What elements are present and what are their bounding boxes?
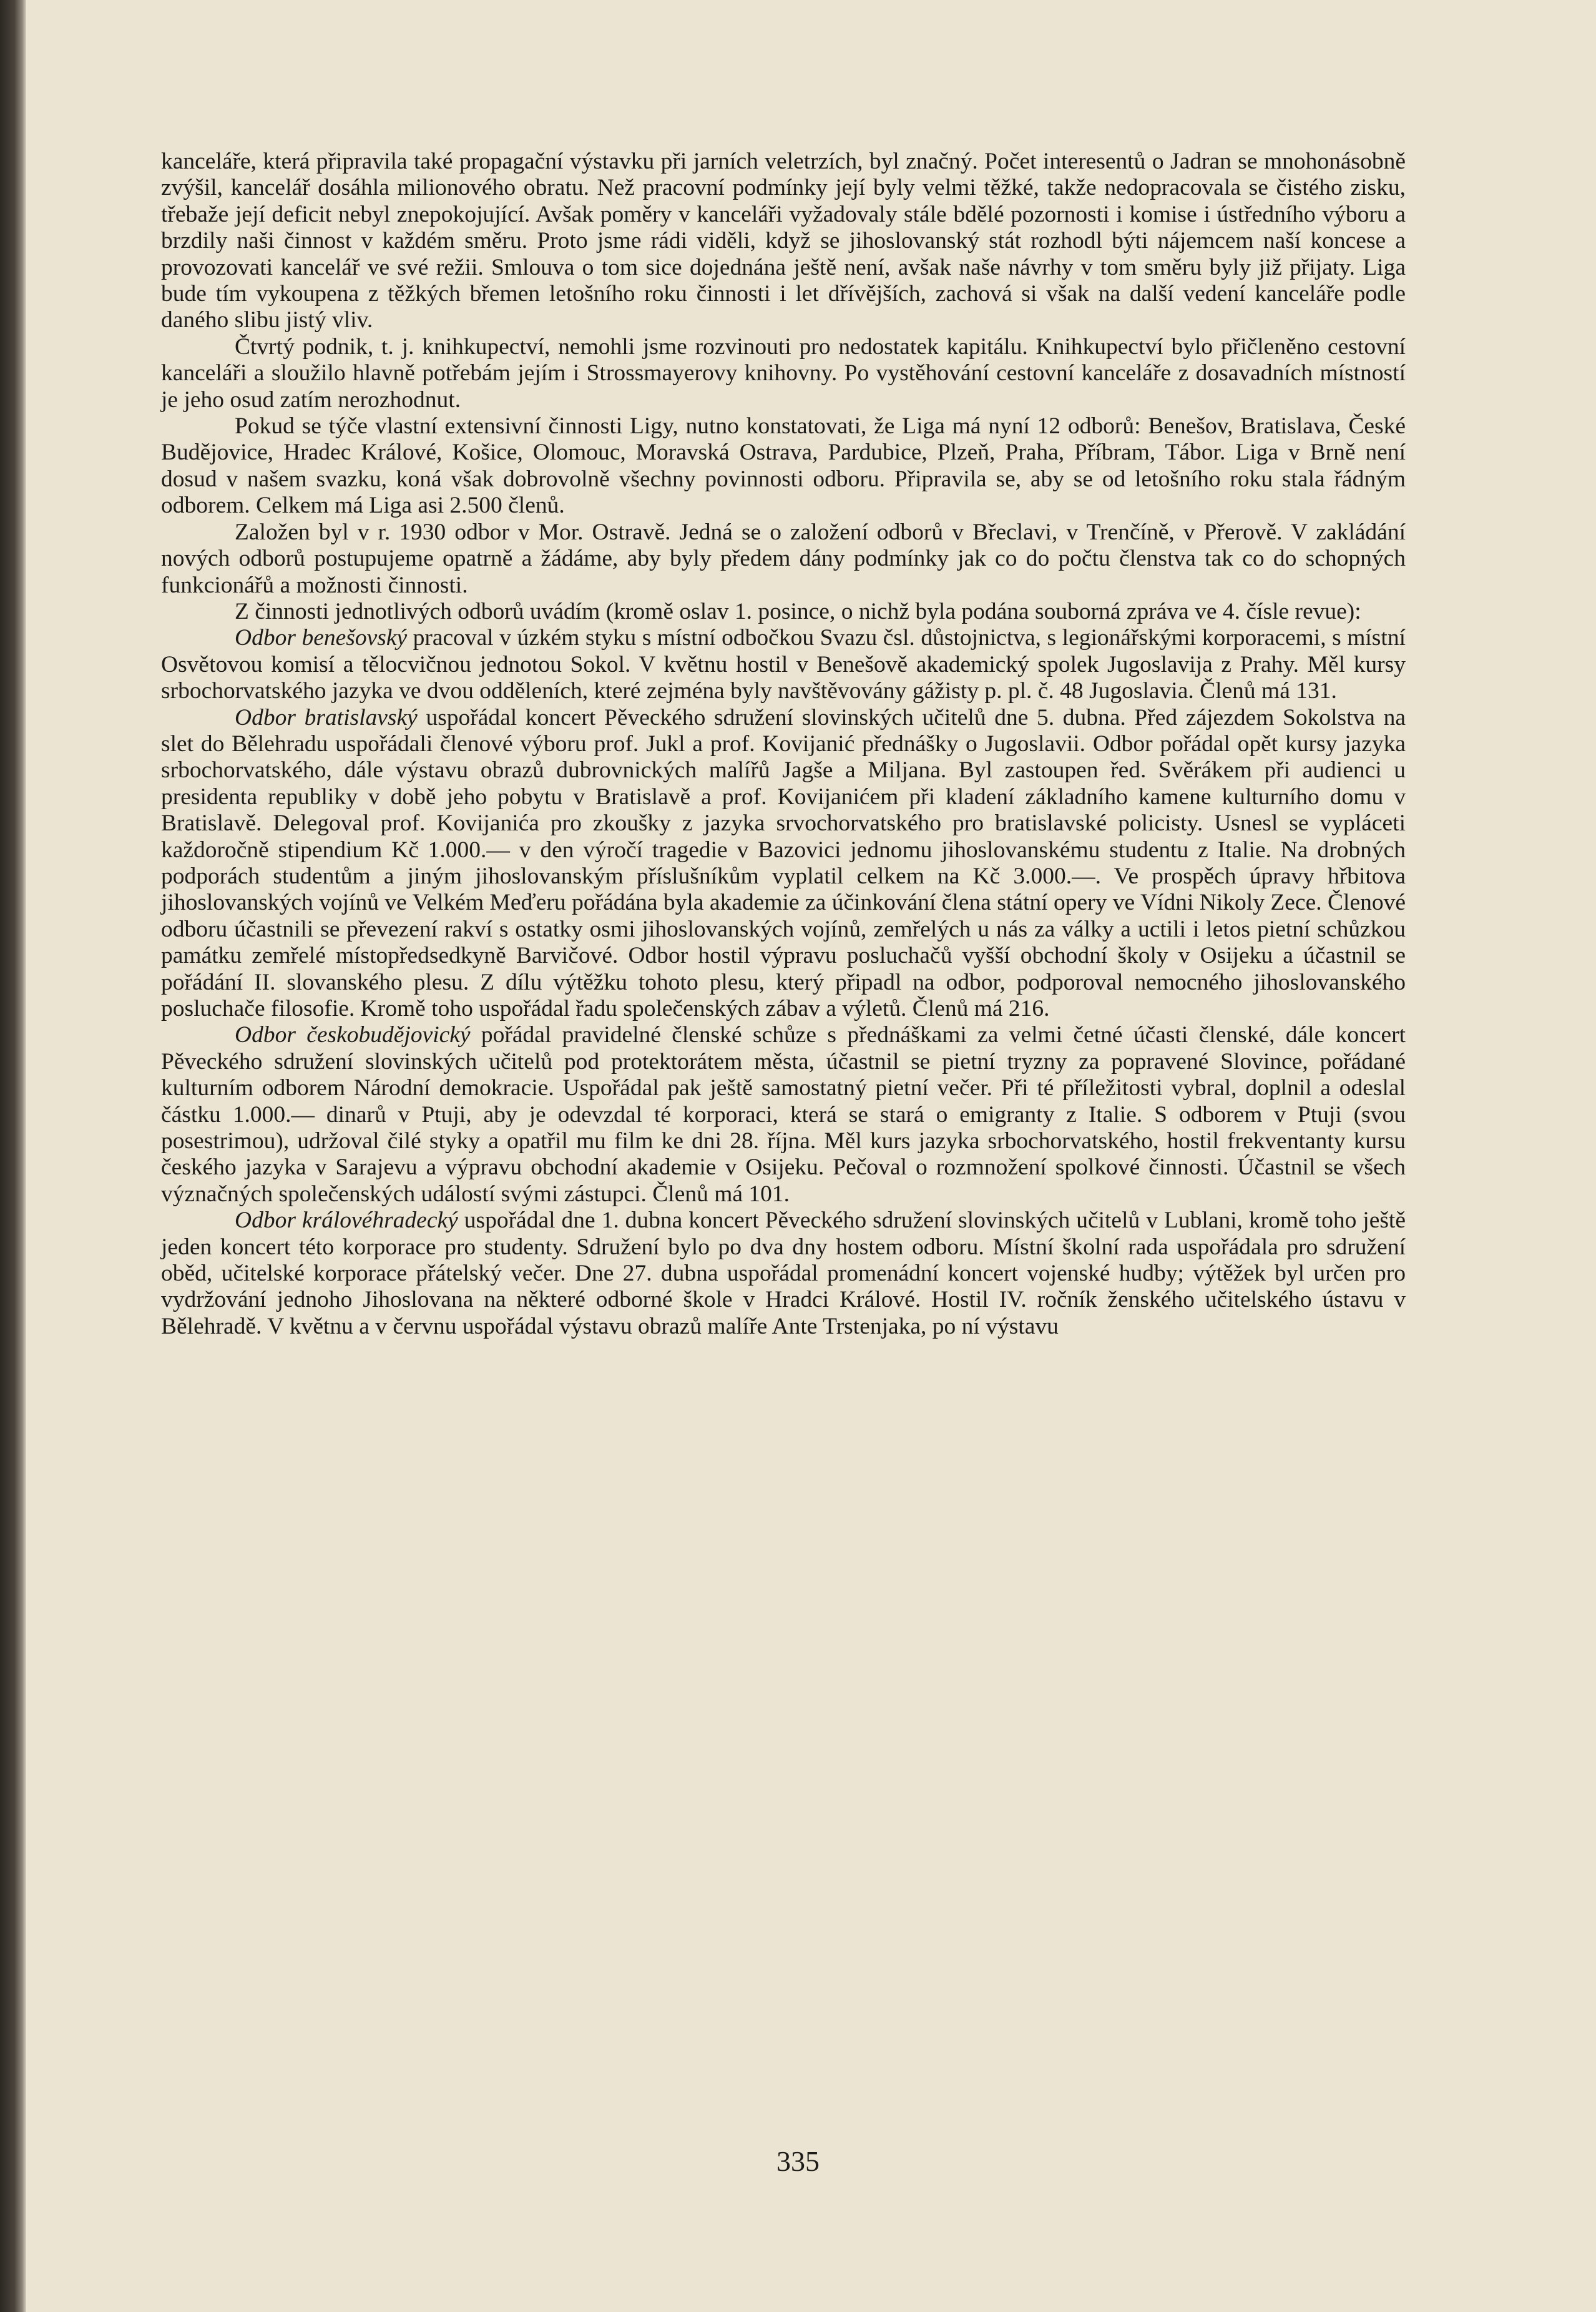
paragraph-text: uspořádal koncert Pěveckého sdružení slovinských učitelů dne 5. dubna. Před zájezdem Sokolstva na slet do Bělehradu uspořádali členové výboru prof. Jukl a prof. Kovijanić přednášky o Jugoslavii. Odbor pořádal opět kursy jazyka srbochorvatského, dále výstavu obrazů dubrovnických malířů Jagše a Miljana. Byl zastoupen řed. Svěrákem při audienci u presidenta republiky v době jeho pobytu v Bratislavě a prof. Kovijanićem při kladení základního kamene kulturního domu v Bratislavě. Delegoval prof. Kovijanića pro zkoušky z jazyka srvochorvatského pro bratislavské policisty. Usnesl se vypláceti každoročně stipendium Kč 1.000.— v den výročí tragedie v Bazovici jednomu jihoslovanskému studentu z Italie. Na drobných podporách studentům a jiným jihoslovanským příslušníkům vyplatil celkem na Kč 3.000.—. Ve prospěch úpravy hřbitova jihoslovanských vojínů ve Velkém Meďeru pořádána byla akademie za účinkování člena státní opery ve Vídni Nikoly Zece. Členové odboru účastnili se převezení rakví s ostatky osmi jihoslovanských vojínů, zemřelých u nás za války a uctili i letos pietní schůzkou památku zemřelé místopředsedkyně Barvičové. Odbor hostil výpravu posluchačů vyšší obchodní školy v Osijeku a účastnil se pořádání II. slovanského plesu. Z dílu výtěžku tohoto plesu, který připadl na odbor, podporoval nemocného jihoslovanského posluchače filosofie. Kromě toho uspořádal řadu společenských zábav a výletů. Členů má 216. xyxy=(161,704,1406,1021)
paragraph-text: Z činnosti jednotlivých odborů uvádím (kromě oslav 1. posince, o nichž byla podána souborná zpráva ve 4. čísle revue): xyxy=(235,598,1361,624)
book-spine-shadow xyxy=(0,0,26,2312)
body-text xyxy=(161,149,1406,1340)
section-lead: Odbor bratislavský xyxy=(235,704,418,730)
paragraph-text: Čtvrtý podnik, t. j. knihkupectví, nemohli jsme rozvinouti pro nedostatek kapitálu. Knihkupectví bylo přičleněno cestovní kanceláři a sloužilo hlavně potřebám jejím i Strossmayerovy knihovny. Po vystěhování cestovní kanceláře z dosavadních místností je jeho osud zatím nerozhodnut. xyxy=(161,333,1406,413)
paragraph-text: pracoval v úzkém styku s místní odbočkou Svazu čsl. důstojnictva, s legionářskými korporacemi, s místní Osvětovou komisí a tělocvičnou jednotou Sokol. V květnu hostil v Benešově akademický spolek Jugoslavija z Prahy. Měl kursy srbochorvatského jazyka ve dvou odděleních, které zejména byly navštěvovány gážisty p. pl. č. 48 Jugoslavia. Členů má 131. xyxy=(161,625,1406,704)
paragraph-text: pořádal pravidelné členské schůze s přednáškami za velmi četné účasti členské, dále koncert Pěveckého sdružení slovinských učitelů pod protektorátem města, účastnil se pietní tryzny za popravené Slovince, pořádané kulturním odborem Národní demokracie. Uspořádal pak ještě samostatný pietní večer. Při té příležitosti vybral, doplnil a odeslal částku 1.000.— dinarů v Ptuji, aby je odevzdal té korporaci, která se stará o emigranty z Italie. S odborem v Ptuji (svou posestrimou), udržoval čilé styky a opatřil mu film ke dni 28. října. Měl kurs jazyka srbochorvatského, hostil frekventanty kursu českého jazyka v Sarajevu a výpravu obchodní akademie v Osijeku. Pečoval o rozmnožení spolkové činnosti. Účastnil se všech význačných společenských událostí svými zástupci. Členů má 101. xyxy=(161,1022,1406,1207)
paragraph-odbor-ceskobudejovicky xyxy=(161,1022,1406,1208)
section-lead: Odbor benešovský xyxy=(235,625,408,651)
section-lead: Odbor českobudějovický xyxy=(235,1022,471,1048)
paragraph-kancelar xyxy=(161,149,1406,334)
section-lead: Odbor královéhradecký xyxy=(235,1208,458,1234)
paragraph-cinnost-odboru-intro xyxy=(161,599,1406,625)
paragraph-text: Založen byl v r. 1930 odbor v Mor. Ostravě. Jedná se o založení odborů v Břeclavi, v Trenčíně, v Přerově. V zakládání nových odborů postupujeme opatrně a žádáme, aby byly předem dány podmínky jak co do počtu členstva tak co do schopných funkcionářů a možnosti činnosti. xyxy=(161,519,1406,598)
page-number: 335 xyxy=(776,2145,820,2177)
paragraph-odbor-benesovsky xyxy=(161,625,1406,704)
paragraph-odbor-bratislavsky xyxy=(161,705,1406,1023)
paragraph-zalozeni-odboru xyxy=(161,519,1406,599)
paragraph-extensivni-cinnost xyxy=(161,413,1406,519)
paragraph-odbor-kralovehradecky xyxy=(161,1208,1406,1340)
paragraph-knihkupectvi xyxy=(161,334,1406,413)
paragraph-text: Pokud se týče vlastní extensivní činnosti Ligy, nutno konstatovati, že Liga má nyní 12 odborů: Benešov, Bratislava, České Budějovice, Hradec Králové, Košice, Olomouc, Moravská Ostrava, Pardubice, Plzeň, Praha, Příbram, Tábor. Liga v Brně není dosud v našem svazku, koná však dobrovolně všechny povinnosti odboru. Připravila se, aby se od letošního roku stala řádným odborem. Celkem má Liga asi 2.500 členů. xyxy=(161,413,1406,519)
paragraph-text: kanceláře, která připravila také propagační výstavku při jarních veletrzích, byl značný. Počet interesentů o Jadran se mnohonásobně zvýšil, kancelář dosáhla milionového obratu. Než pracovní podmínky její byly velmi těžké, takže nedopracovala se čistého zisku, třebaže její deficit nebyl znepokojující. Avšak poměry v kanceláři vyžadovaly stále bdělé pozornosti i komise i ústředního výboru a brzdily naši činnost v každém směru. Proto jsme rádi viděli, když se jihoslovanský stát rozhodl býti nájemcem naší koncese a provozovati kancelář ve své režii. Smlouva o tom sice dojednána ještě není, avšak naše návrhy v tom směru byly již přijaty. Liga bude tím vykoupena z těžkých břemen letošního roku činnosti i let dřívějších, zachová si však na další vedení kanceláře podle daného slibu jistý vliv. xyxy=(161,149,1406,333)
paragraph-text: uspořádal dne 1. dubna koncert Pěveckého sdružení slovinských učitelů v Lublani, kromě toho ještě jeden koncert této korporace pro studenty. Sdružení bylo po dva dny hostem odboru. Místní školní rada uspořádala pro sdružení oběd, učitelské korporace přátelský večer. Dne 27. dubna uspořádal promenádní koncert vojenské hudby; výtěžek byl určen pro vydržování jednoho Jihoslovana na některé odborné škole v Hradci Králové. Hostil IV. ročník ženského učitelského ústavu v Bělehradě. V květnu a v červnu uspořádal výstavu obrazů malíře Ante Trstenjaka, po ní výstavu xyxy=(161,1208,1406,1339)
